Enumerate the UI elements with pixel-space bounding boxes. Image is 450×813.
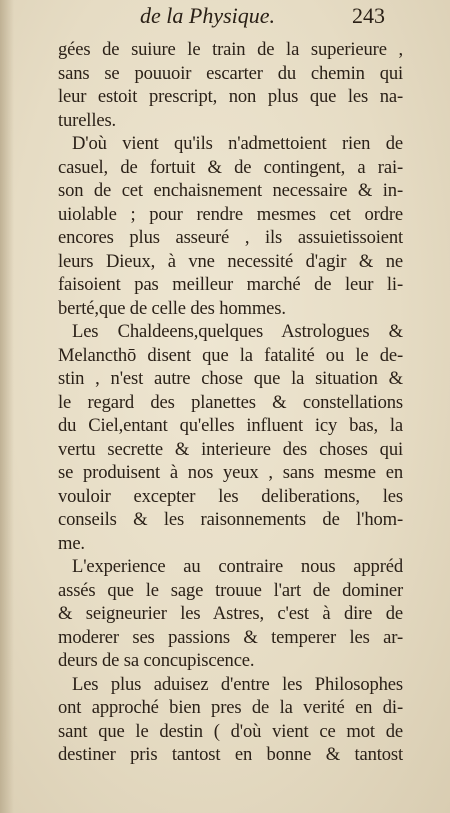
text-line: conseils & les raisonnements de l'hom- — [58, 509, 403, 530]
text-line: Melancthō disent que la fatalité ou le de- — [58, 344, 403, 366]
text-line: Les plus aduisez d'entre les Philosophes — [72, 673, 403, 695]
text-line: se produisent à nos yeux , sans mesme en — [58, 462, 403, 483]
text-line: casuel, de fortuit & de contingent, a rai- — [58, 156, 403, 178]
text-line: leurs Dieux, à vne necessité d'agir & ne — [58, 250, 403, 272]
text-line: stin , n'est autre chose que la situation & — [58, 368, 403, 389]
body-text — [58, 38, 403, 767]
text-line: faisoient pas meilleur marché de leur li- — [58, 274, 403, 295]
text-line: me. — [58, 532, 85, 554]
text-line: le regard des planettes & constellations — [58, 391, 403, 413]
text-line: sans se pouuoir escarter du chemin qui — [58, 62, 403, 84]
page-number: 243 — [352, 3, 385, 28]
text-line: sant que le destin ( d'où vient ce mot de — [58, 720, 403, 742]
page-gutter-shadow — [0, 0, 14, 813]
text-line: encores plus asseuré , ils assuietissoient — [58, 227, 403, 248]
text-line: turelles. — [58, 109, 117, 131]
text-line: moderer ses passions & temperer les ar- — [58, 626, 403, 648]
text-line: L'experience au contraire nous appréd — [72, 556, 403, 577]
text-line: & seigneurier les Astres, c'est à dire de — [58, 603, 403, 624]
text-line: du Ciel,entant qu'elles influent icy bas, la — [58, 415, 403, 436]
text-line: leur estoit prescript, non plus que les na- — [58, 86, 403, 107]
text-line: destiner pris tantost en bonne & tantost — [58, 744, 403, 765]
running-head-title: de la Physique. — [140, 3, 276, 28]
text-line: ont approché bien pres de la verité en di- — [58, 697, 403, 718]
text-line: D'où vient qu'ils n'admettoient rien de — [72, 133, 403, 154]
text-line: vouloir excepter les deliberations, les — [58, 485, 403, 507]
text-line: assés que le sage trouue l'art de dominer — [58, 579, 403, 601]
text-line: gées de suiure le train de la superieure , — [58, 39, 403, 60]
text-line: uiolable ; pour rendre mesmes cet ordre — [58, 203, 403, 225]
text-line: berté,que de celle des hommes. — [58, 297, 286, 319]
text-line: deurs de sa concupiscence. — [58, 650, 255, 671]
text-line: vertu secrette & interieure des choses qui — [58, 438, 403, 460]
text-line: Les Chaldeens,quelques Astrologues & — [72, 321, 403, 342]
text-line: son de cet enchaisnement necessaire & in- — [58, 180, 403, 201]
